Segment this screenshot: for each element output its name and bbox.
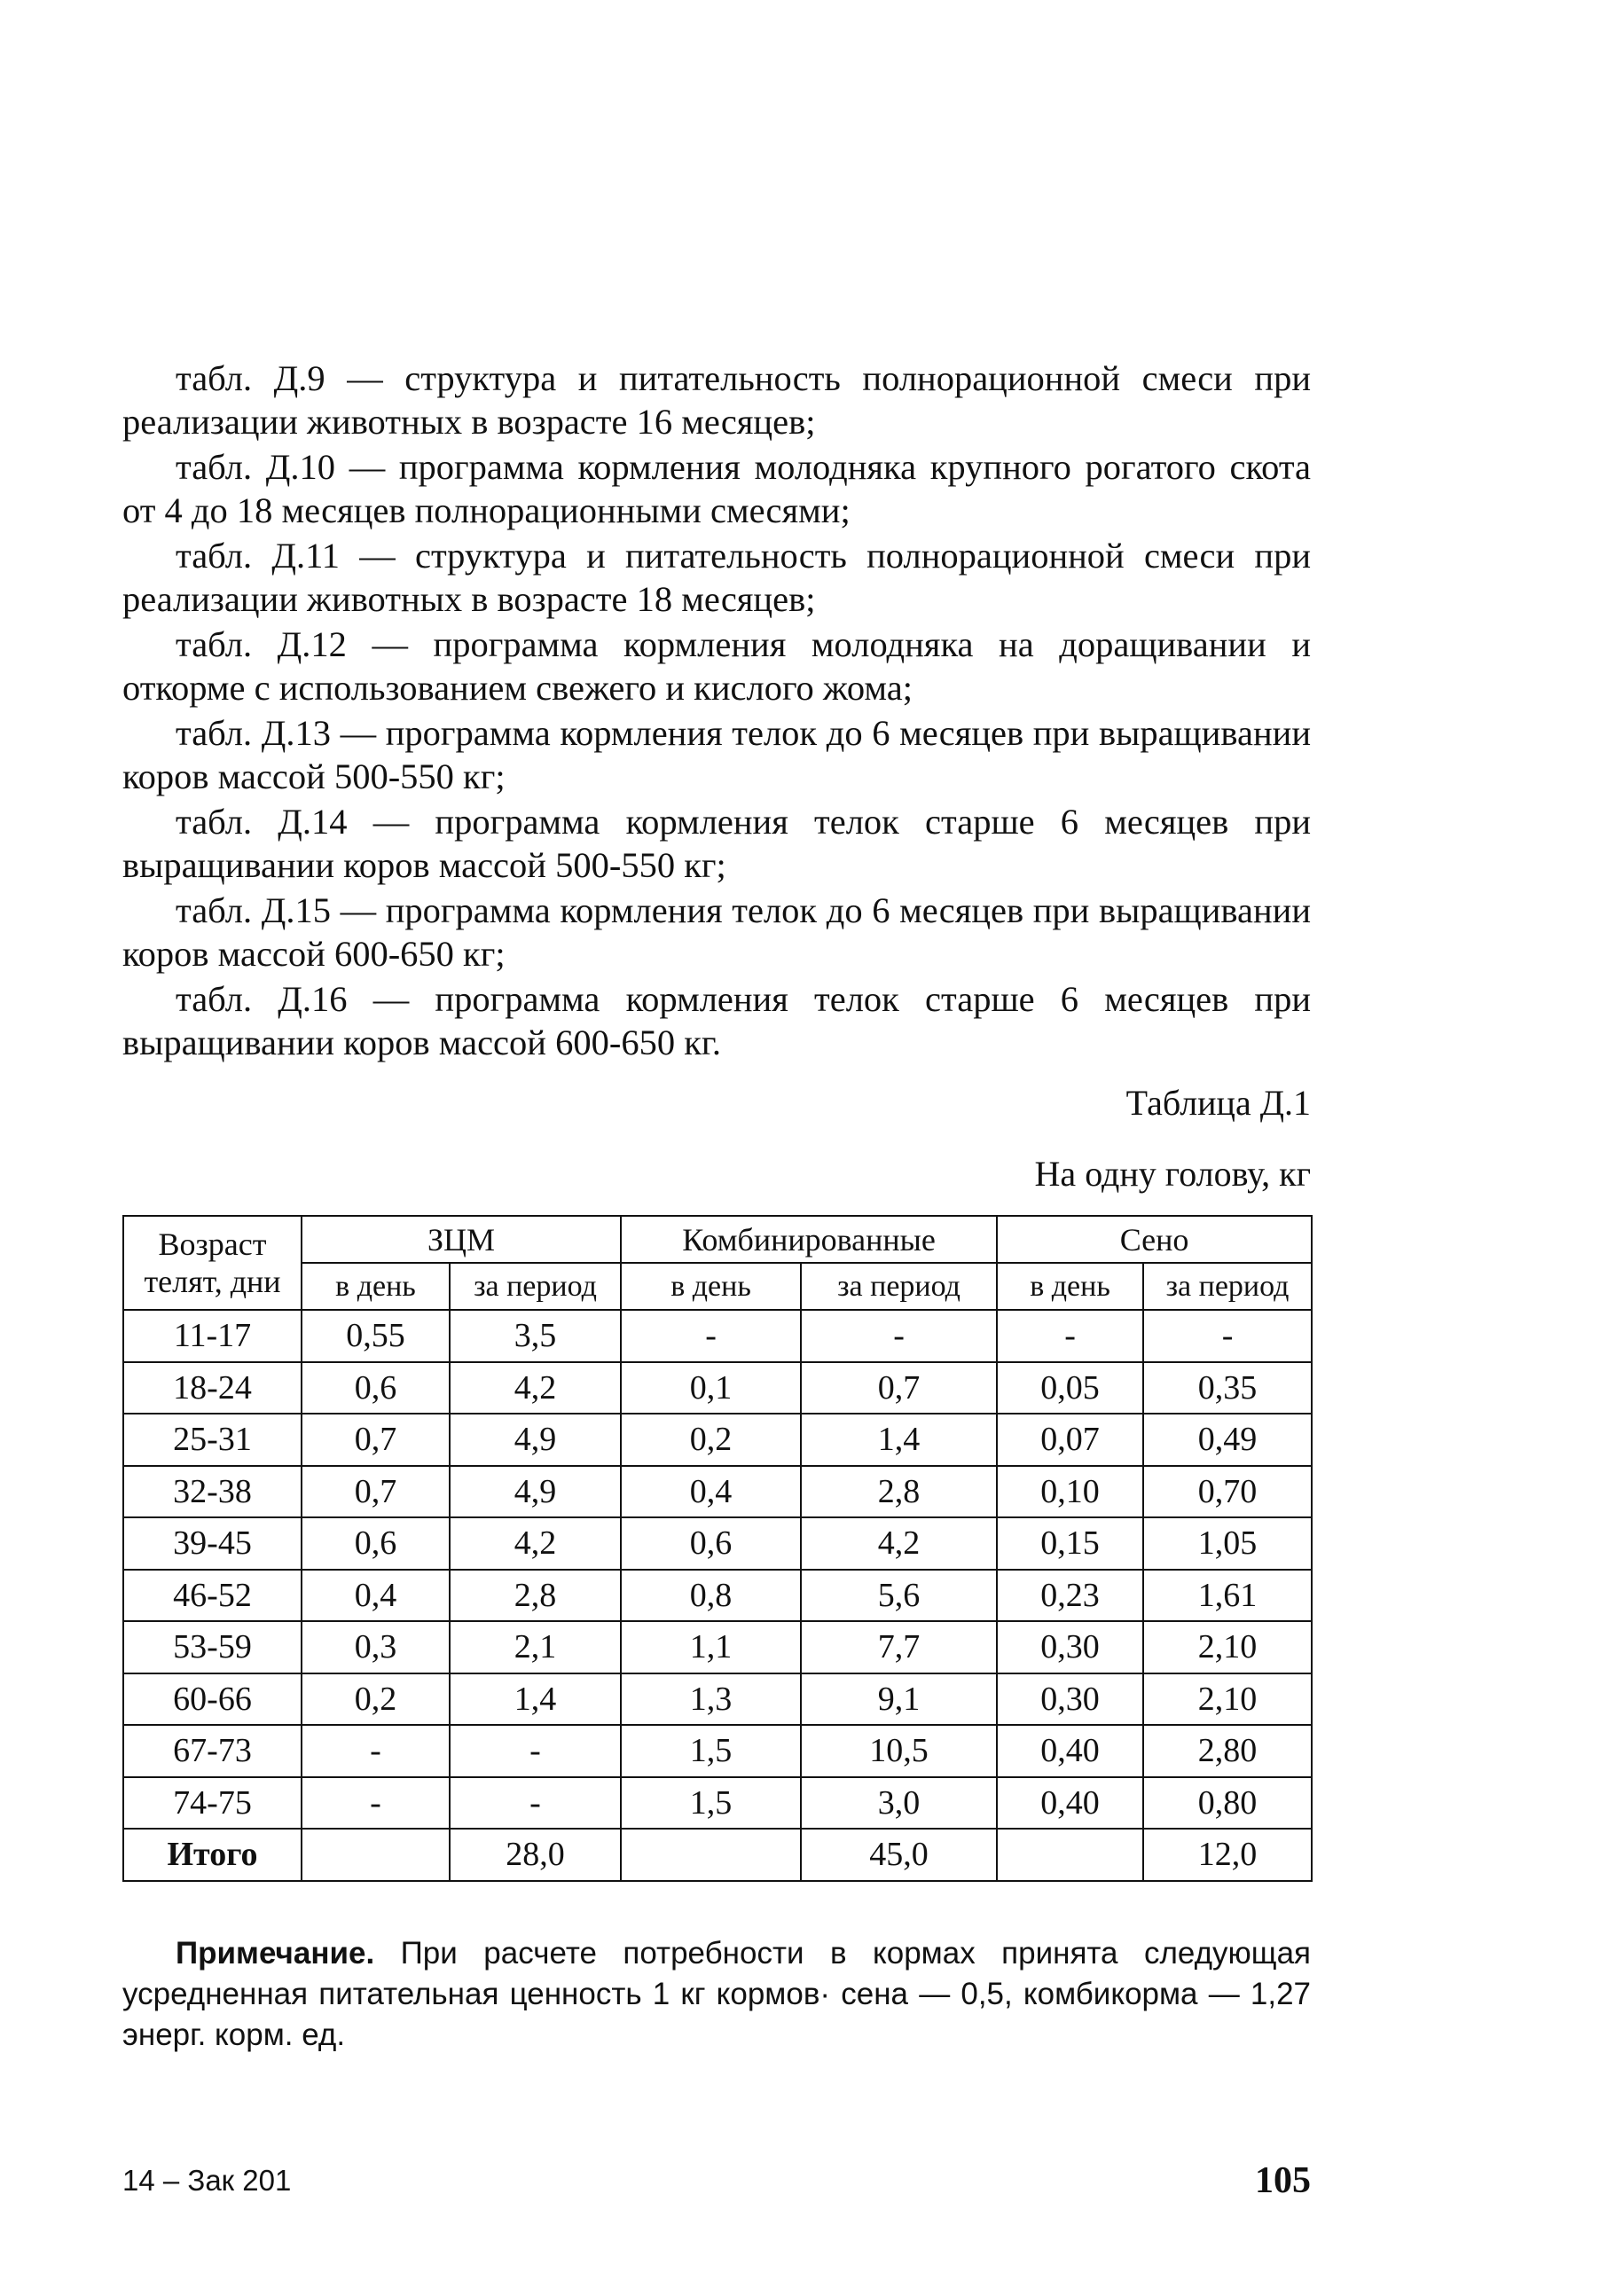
age-cell: 74-75 (123, 1777, 302, 1830)
table-cell: 0,6 (302, 1362, 450, 1414)
total-cell (997, 1829, 1143, 1881)
header-subcol: в день (302, 1263, 450, 1310)
table-cell: 1,5 (621, 1777, 801, 1830)
table-cell: 9,1 (801, 1673, 997, 1726)
table-cell: - (450, 1777, 621, 1830)
table-row (123, 1673, 1312, 1726)
table-cell: 1,3 (621, 1673, 801, 1726)
age-cell: 18-24 (123, 1362, 302, 1414)
age-cell: 53-59 (123, 1621, 302, 1673)
table-row (123, 1777, 1312, 1830)
table-cell: 0,70 (1143, 1466, 1312, 1518)
header-group-combined: Комбинированные (621, 1216, 997, 1263)
table-cell: 4,9 (450, 1466, 621, 1518)
table-cell: 2,10 (1143, 1621, 1312, 1673)
table-row (123, 1466, 1312, 1518)
header-subcol: в день (621, 1263, 801, 1310)
list-item-d10: табл. Д.10 — программа кормления молодняка крупного рогатого скота от 4 до 18 месяцев полнорационными смесями; (122, 447, 1311, 530)
table-total-row (123, 1829, 1312, 1881)
table-header (123, 1216, 1312, 1310)
feeding-table (122, 1215, 1313, 1882)
table-cell: 0,6 (621, 1517, 801, 1570)
table-cell: 0,10 (997, 1466, 1143, 1518)
table-row (123, 1621, 1312, 1673)
table-reference-list (122, 357, 1311, 1066)
table-cell: 2,1 (450, 1621, 621, 1673)
table-cell: 0,30 (997, 1621, 1143, 1673)
table-cell: 0,4 (621, 1466, 801, 1518)
table-row (123, 1570, 1312, 1622)
table-cell: 0,8 (621, 1570, 801, 1622)
table-cell: 0,55 (302, 1310, 450, 1362)
table-cell: 1,61 (1143, 1570, 1312, 1622)
table-cell: 0,05 (997, 1362, 1143, 1414)
table-cell: 0,2 (302, 1673, 450, 1726)
table-cell: - (997, 1310, 1143, 1362)
table-cell: 0,15 (997, 1517, 1143, 1570)
total-label: Итого (123, 1829, 302, 1881)
header-subcol: за период (801, 1263, 997, 1310)
table-caption: Таблица Д.1 (1125, 1083, 1311, 1123)
table-row (123, 1414, 1312, 1466)
total-cell (621, 1829, 801, 1881)
total-cell: 45,0 (801, 1829, 997, 1881)
header-group-zcm: ЗЦМ (302, 1216, 621, 1263)
table-cell: 0,1 (621, 1362, 801, 1414)
table-cell: 0,7 (801, 1362, 997, 1414)
list-item-d12: табл. Д.12 — программа кормления молодняка на доращивании и откорме с использованием свежего и кислого жома; (122, 624, 1311, 708)
table-cell: 0,30 (997, 1673, 1143, 1726)
table-cell: 7,7 (801, 1621, 997, 1673)
table-note (122, 1933, 1311, 2056)
table-cell: 2,10 (1143, 1673, 1312, 1726)
age-cell: 39-45 (123, 1517, 302, 1570)
table-cell: 4,2 (450, 1362, 621, 1414)
table-cell: 0,40 (997, 1725, 1143, 1777)
list-item-d11: табл. Д.11 — структура и питательность полнорационной смеси при реализации животных в возрасте 18 месяцев; (122, 536, 1311, 619)
table-cell: 0,49 (1143, 1414, 1312, 1466)
table-unit-note: На одну голову, кг (1034, 1154, 1311, 1194)
table-cell: 0,3 (302, 1621, 450, 1673)
table-cell: - (1143, 1310, 1312, 1362)
table-row (123, 1517, 1312, 1570)
table-row (123, 1310, 1312, 1362)
table-cell: 0,7 (302, 1466, 450, 1518)
list-item-d16: табл. Д.16 — программа кормления телок старше 6 месяцев при выращивании коров массой 600-650 кг. (122, 979, 1311, 1062)
age-cell: 67-73 (123, 1725, 302, 1777)
total-cell: 12,0 (1143, 1829, 1312, 1881)
table-cell: 0,6 (302, 1517, 450, 1570)
table-cell: 1,05 (1143, 1517, 1312, 1570)
table-cell: 4,9 (450, 1414, 621, 1466)
age-cell: 32-38 (123, 1466, 302, 1518)
table-cell: 3,5 (450, 1310, 621, 1362)
table-cell: 2,8 (801, 1466, 997, 1518)
age-cell: 25-31 (123, 1414, 302, 1466)
table-cell: 1,4 (801, 1414, 997, 1466)
table-cell: 0,35 (1143, 1362, 1312, 1414)
table-cell: 0,40 (997, 1777, 1143, 1830)
note-label: Примечание. (176, 1936, 375, 1971)
table-cell: 1,1 (621, 1621, 801, 1673)
table-cell: 2,80 (1143, 1725, 1312, 1777)
header-subcol: в день (997, 1263, 1143, 1310)
page-number: 105 (1255, 2160, 1311, 2201)
age-cell: 11-17 (123, 1310, 302, 1362)
table-cell: 2,8 (450, 1570, 621, 1622)
header-subcol: за период (450, 1263, 621, 1310)
table-cell: - (801, 1310, 997, 1362)
list-item-d15: табл. Д.15 — программа кормления телок до 6 месяцев при выращивании коров массой 600-650 кг; (122, 890, 1311, 974)
table-body (123, 1310, 1312, 1881)
age-cell: 60-66 (123, 1673, 302, 1726)
total-cell: 28,0 (450, 1829, 621, 1881)
table-cell: - (621, 1310, 801, 1362)
table-cell: 1,5 (621, 1725, 801, 1777)
list-item-d14: табл. Д.14 — программа кормления телок старше 6 месяцев при выращивании коров массой 500-550 кг; (122, 802, 1311, 885)
total-cell (302, 1829, 450, 1881)
table-cell: 0,2 (621, 1414, 801, 1466)
table-cell: 1,4 (450, 1673, 621, 1726)
table-cell: 0,23 (997, 1570, 1143, 1622)
header-age: Возраст телят, дни (123, 1216, 302, 1310)
table-cell: 0,4 (302, 1570, 450, 1622)
table-cell: 10,5 (801, 1725, 997, 1777)
table-cell: 4,2 (450, 1517, 621, 1570)
header-group-hay: Сено (997, 1216, 1312, 1263)
table-row (123, 1362, 1312, 1414)
print-order-mark: 14 – Зак 201 (122, 2164, 292, 2197)
list-item-d13: табл. Д.13 — программа кормления телок до 6 месяцев при выращивании коров массой 500-550 кг; (122, 713, 1311, 796)
list-item-d9: табл. Д.9 — структура и питательность полнорационной смеси при реализации животных в возрасте 16 месяцев; (122, 358, 1311, 442)
age-cell: 46-52 (123, 1570, 302, 1622)
table-cell: 5,6 (801, 1570, 997, 1622)
table-cell: - (302, 1725, 450, 1777)
table-row (123, 1725, 1312, 1777)
header-subcol: за период (1143, 1263, 1312, 1310)
table-cell: 0,7 (302, 1414, 450, 1466)
table-cell: 3,0 (801, 1777, 997, 1830)
table-cell: - (450, 1725, 621, 1777)
table-cell: 0,07 (997, 1414, 1143, 1466)
table-cell: - (302, 1777, 450, 1830)
table-cell: 0,80 (1143, 1777, 1312, 1830)
note-text: При расчете потребности в кормах принята следующая усредненная питательная ценность 1 кг кормов· сена — 0,5, комбикорма — 1,27 энерг. корм. ед. (122, 1936, 1311, 2052)
table-cell: 4,2 (801, 1517, 997, 1570)
